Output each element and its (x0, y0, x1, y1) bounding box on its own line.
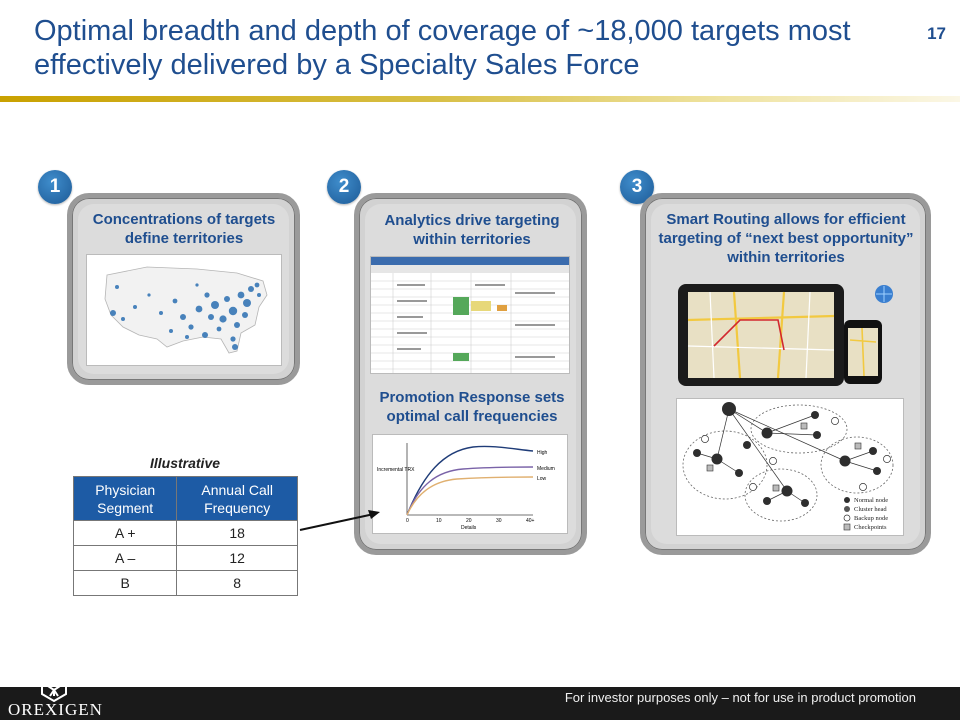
curve-xtick: 30 (496, 518, 502, 524)
call-frequency-table (73, 476, 298, 596)
promotion-response-curve (372, 434, 568, 534)
curve-label-medium: Medium (537, 466, 555, 472)
segment-cell: A – (74, 546, 177, 571)
legend-checkpoints: Checkpoints (854, 524, 887, 531)
curve-label-high: High (537, 450, 548, 456)
slide-title: Optimal breadth and depth of coverage of ~18,000 targets most effectively delivered by a Specialty Sales Force (34, 15, 851, 81)
panel-3-heading: Smart Routing allows for efficient targeting of “next best opportunity” within territories (658, 211, 914, 266)
tablet-map-image (674, 280, 906, 388)
illustrative-label: Illustrative (149, 455, 221, 471)
legend-normal-node: Normal node (854, 497, 889, 504)
orexigen-logo-icon (40, 674, 68, 702)
curve-xlabel: Details (461, 525, 477, 531)
targeting-spreadsheet (370, 256, 570, 374)
curve-xtick: 20 (466, 518, 472, 524)
legend-backup-node: Backup node (854, 515, 889, 522)
table-row (74, 571, 298, 596)
frequency-cell: 18 (177, 521, 298, 546)
curve-xtick: 0 (406, 518, 409, 524)
title-divider (0, 96, 960, 102)
frequency-cell: 8 (177, 571, 298, 596)
page-number: 17 (927, 24, 946, 43)
legend-cluster-head: Cluster head (854, 506, 887, 513)
step-badge-1: 1 (38, 170, 72, 204)
arrow-icon (296, 506, 386, 536)
column-header-segment: Physician Segment (74, 477, 177, 521)
orexigen-logo-wordmark: OREXIGEN (8, 700, 103, 719)
column-header-frequency: Annual Call Frequency (177, 477, 298, 521)
panel-1-heading: Concentrations of targets define territories (92, 211, 276, 247)
table-row (74, 546, 298, 571)
footer-disclaimer: For investor purposes only – not for use in product promotion (564, 690, 916, 705)
step-badge-2: 2 (327, 170, 361, 204)
table-row (74, 521, 298, 546)
routing-network-diagram (676, 398, 904, 536)
curve-xtick: 40+ (526, 518, 535, 524)
panel-2-heading: Analytics drive targeting within territories (384, 212, 560, 248)
panel-2-subheading: Promotion Response sets optimal call frequencies (379, 389, 565, 425)
curve-ylabel: Incremental TRX (377, 467, 415, 473)
curve-label-low: Low (537, 476, 547, 482)
segment-cell: A + (74, 521, 177, 546)
us-target-map (86, 254, 282, 366)
curve-xtick: 10 (436, 518, 442, 524)
segment-cell: B (74, 571, 177, 596)
step-badge-3: 3 (620, 170, 654, 204)
frequency-cell: 12 (177, 546, 298, 571)
